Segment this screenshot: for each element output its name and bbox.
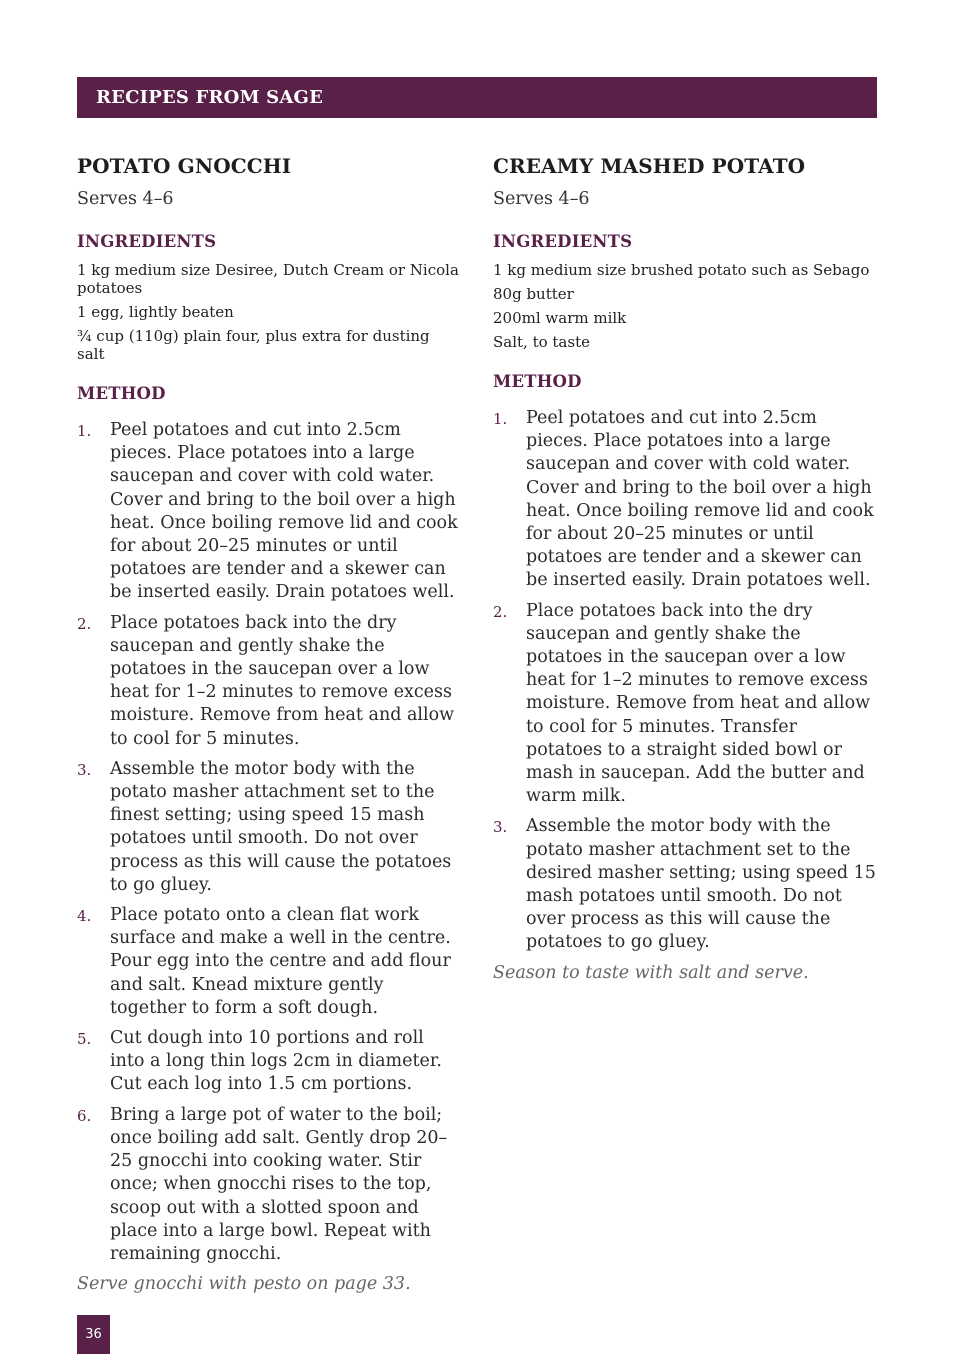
method-heading: METHOD <box>77 384 166 403</box>
step-text: Cut dough into 10 portions and roll into a long thin logs 2cm in diameter. Cut each log into 1.5 cm portions. <box>110 1028 442 1095</box>
step-text: Place potatoes back into the dry saucepan and gently shake the potatoes in the saucepan over a low heat for 1–2 minutes to remove excess moisture. Remove from heat and allow to cool for 5 minutes. Transfer potatoes to a straight sided bowl or mash in saucepan. Add the butter and warm milk. <box>526 600 871 807</box>
step-text: Place potatoes back into the dry saucepan and gently shake the potatoes in the saucepan over a low heat for 1–2 minutes to remove excess moisture. Remove from heat and allow to cool for 5 minutes. <box>110 612 455 749</box>
recipe-potato-gnocchi <box>77 153 461 1296</box>
serving-note: Season to taste with salt and serve. <box>493 962 809 983</box>
ingredient-item: 1 kg medium size Desiree, Dutch Cream or Nicola potatoes <box>77 261 459 297</box>
section-banner: RECIPES FROM SAGE <box>77 77 877 118</box>
ingredients-list <box>493 261 877 351</box>
step-number: 3. <box>77 760 92 779</box>
step-number: 1. <box>493 410 508 428</box>
ingredient-item: 1 kg medium size brushed potato such as Sebago <box>493 261 870 279</box>
step-text: Place potato onto a clean flat work surface and make a well in the centre. Pour egg into the centre and add flour and salt. Knead mixture gently together to form a soft dough. <box>110 905 451 1018</box>
serves-text: Serves 4–6 <box>77 189 174 209</box>
recipe-title: POTATO GNOCCHI <box>77 154 292 178</box>
method-steps <box>77 419 461 1266</box>
step-text: Peel potatoes and cut into 2.5cm pieces. Place potatoes into a large saucepan and cover with cold water. Cover and bring to the boil over a high heat. Once boiling remove lid and cook for about 20–25 minutes or until potatoes are tender and a skewer can be inserted easily. Drain potatoes well. <box>110 420 458 603</box>
step-number: 3. <box>493 818 508 837</box>
step-number: 4. <box>77 907 92 926</box>
method-step <box>77 612 461 751</box>
method-heading: METHOD <box>493 372 582 391</box>
method-step <box>77 758 461 897</box>
page-number: 36 <box>77 1315 110 1354</box>
ingredient-item: 80g butter <box>493 285 574 303</box>
step-number: 2. <box>77 614 92 633</box>
ingredients-heading: INGREDIENTS <box>493 232 633 251</box>
serves-text: Serves 4–6 <box>493 189 590 209</box>
ingredient-item: Salt, to taste <box>493 333 590 351</box>
method-step <box>493 407 877 593</box>
ingredients-list <box>77 261 461 363</box>
step-number: 2. <box>493 602 508 621</box>
ingredient-item: 200ml warm milk <box>493 309 627 327</box>
method-step <box>77 1104 461 1266</box>
step-number: 1. <box>77 422 92 440</box>
step-number: 6. <box>77 1106 92 1125</box>
method-step <box>493 600 877 809</box>
step-text: Assemble the motor body with the potato masher attachment set to the desired masher setting; using speed 15 mash potatoes until smooth. Do not over process as this will cause the potatoes to go gluey. <box>526 816 876 953</box>
method-step <box>77 1027 461 1097</box>
method-step <box>77 904 461 1020</box>
ingredient-item: ¾ cup (110g) plain four, plus extra for dusting salt <box>77 327 430 363</box>
step-text: Bring a large pot of water to the boil; once boiling add salt. Gently drop 20–25 gnocchi into cooking water. Stir once; when gnocchi rises to the top, scoop out with a slotted spoon and place into a large bowl. Repeat with remaining gnocchi. <box>110 1104 448 1264</box>
recipe-title: CREAMY MASHED POTATO <box>493 154 806 178</box>
recipe-creamy-mashed-potato <box>493 153 877 985</box>
step-text: Assemble the motor body with the potato masher attachment set to the finest setting; using speed 15 mash potatoes until smooth. Do not over process as this will cause the potatoes to go gluey. <box>110 758 452 895</box>
step-number: 5. <box>77 1030 92 1049</box>
step-text: Peel potatoes and cut into 2.5cm pieces. Place potatoes into a large saucepan and cover with cold water. Cover and bring to the boil over a high heat. Once boiling remove lid and cook for about 20–25 minutes or until potatoes are tender and a skewer can be inserted easily. Drain potatoes well. <box>526 408 874 591</box>
serving-note: Serve gnocchi with pesto on page 33. <box>77 1274 411 1295</box>
method-steps <box>493 407 877 955</box>
method-step <box>77 419 461 605</box>
ingredients-heading: INGREDIENTS <box>77 232 217 251</box>
method-step <box>493 815 877 954</box>
ingredient-item: 1 egg, lightly beaten <box>77 303 234 321</box>
